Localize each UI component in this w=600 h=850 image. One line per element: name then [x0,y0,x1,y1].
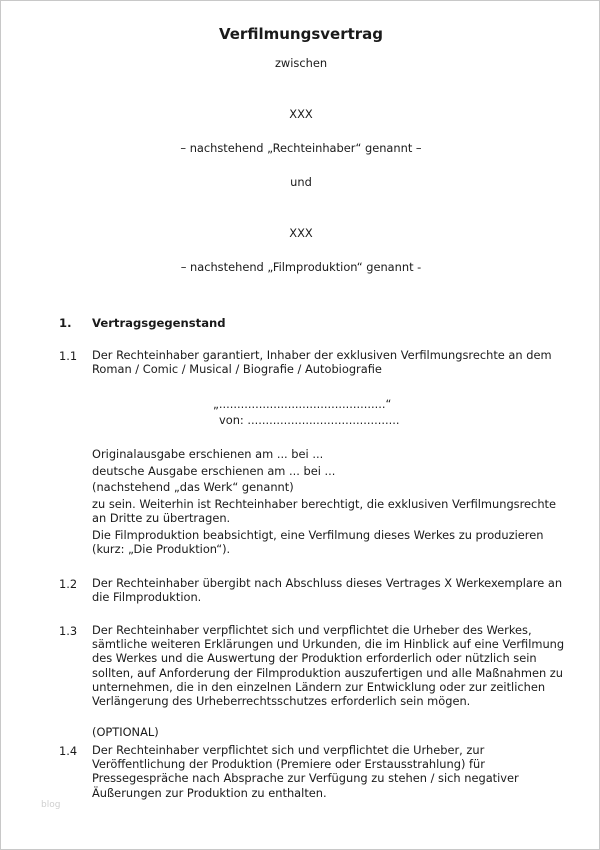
text-line: an Dritte zu übertragen. [92,511,231,526]
text-line: Roman / Comic / Musical / Biografie / Autobiografie [92,362,382,377]
clause-number-1-3: 1.3 [59,624,78,638]
text-line: Der Rechteinhaber verpflichtet sich und verpflichtet die Urheber des Werkes, [92,623,532,637]
author-line: von: .......................................... [219,413,400,427]
text-line: des Werkes und die Auswertung der Produktion erforderlich oder nützlich sein [92,651,537,666]
text-line: zu sein. Weiterhin ist Rechteinhaber berechtigt, die exklusiven Verfilmungsrechte [92,497,557,511]
text-line: deutsche Ausgabe erschienen am ... bei ... [92,463,336,478]
text-line: unternehmen, die in den einzelnen Ländern zur Entwicklung oder zur zeitlichen [92,679,546,694]
party1-placeholder: XXX [289,107,313,121]
and-text: und [290,175,312,189]
clause-1-4-text [92,743,572,800]
clause-1-3-text [92,623,572,708]
clause-1-2-text [92,576,572,604]
text-line: (nachstehend „das Werk“ genannt) [92,480,294,494]
watermark: blog [41,800,61,810]
clause-1-1-continuation [92,497,572,525]
clause-number-1-2: 1.2 [59,577,78,591]
text-line: Originalausgabe erschienen am ... bei ... [92,447,324,461]
section-number: 1. [59,316,72,330]
text-line: die Filmproduktion. [92,590,202,605]
text-line: Verlängerung des Urheberrechtsschutzes erforderlich sein mögen. [92,694,471,709]
clause-1-1-production [92,528,572,556]
clause-number-1-4: 1.4 [59,744,78,758]
text-line: sämtliche weiteren Erklärungen und Urkunden, die im Hinblick auf eine Verfilmung [92,637,565,652]
party1-role: – nachstehend „Rechteinhaber“ genannt – [180,141,422,155]
document-title: Verfilmungsvertrag [218,25,384,43]
clause-1-1-intro [92,348,572,376]
text-line: (kurz: „Die Produktion“). [92,542,231,557]
work-title-line: „..............................................“ [213,397,392,411]
between-text: zwischen [274,56,328,70]
party2-role: – nachstehend „Filmproduktion“ genannt - [180,260,422,274]
text-line: Der Rechteinhaber übergibt nach Abschluss dieses Vertrages X Werkexemplare an [92,576,563,590]
text-line: Äußerungen zur Produktion zu enthalten. [92,785,327,800]
text-line: Der Rechteinhaber garantiert, Inhaber der exklusiven Verfilmungsrechte an dem [92,348,552,362]
section-heading: Vertragsgegenstand [92,316,226,330]
text-line: Veröffentlichung der Produktion (Premiere oder Erstausstrahlung) für [92,757,485,772]
text-line: sollten, auf Anforderung der Filmproduktion auszufertigen und alle Maßnahmen zu [92,665,564,680]
text-line: Pressegespräche nach Absprache zur Verfügung zu stehen / sich negativer [92,771,519,786]
text-line: Die Filmproduktion beabsichtigt, eine Verfilmung dieses Werkes zu produzieren [92,528,544,542]
optional-label: (OPTIONAL) [92,725,159,739]
party2-placeholder: XXX [289,226,313,240]
clause-1-1-details [92,446,572,496]
text-line: Der Rechteinhaber verpflichtet sich und verpflichtet die Urheber, zur [92,743,485,757]
clause-number-1-1: 1.1 [59,349,78,363]
